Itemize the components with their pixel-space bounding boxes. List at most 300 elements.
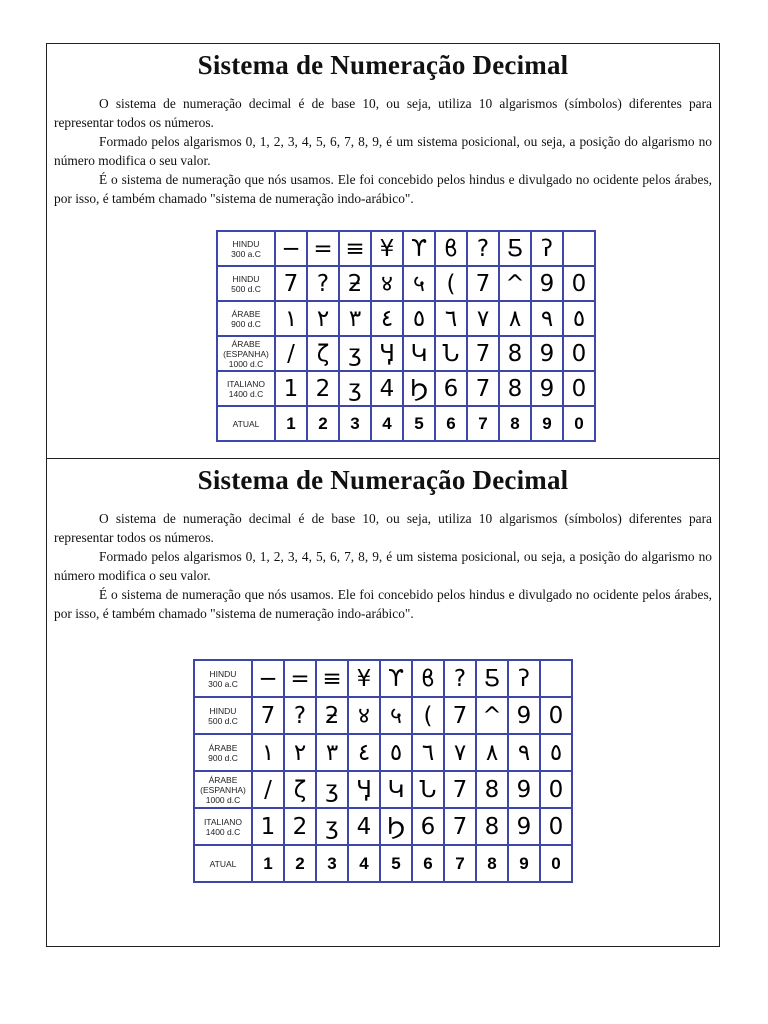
numeral-cell	[435, 231, 467, 266]
table-row	[217, 266, 595, 301]
numeral-cell	[403, 406, 435, 441]
row-label-line: 500 d.C	[231, 283, 261, 294]
numeral-glyph: ʒ	[325, 813, 339, 840]
numeral-history-table	[193, 659, 573, 883]
paragraph-1: O sistema de numeração decimal é de base 10, ou seja, utiliza 10 algarismos (símbolos) diferentes para representar todos os números.	[54, 511, 712, 545]
numeral-cell	[380, 845, 412, 882]
numeral-glyph: ٥	[572, 305, 586, 332]
numeral-cell	[435, 301, 467, 336]
numeral-glyph: 2	[295, 853, 305, 873]
numeral-cell	[284, 845, 316, 882]
numeral-cell	[284, 660, 316, 697]
numeral-glyph: 0	[571, 340, 587, 367]
numeral-glyph: 0	[548, 702, 564, 729]
numeral-cell	[467, 371, 499, 406]
numeral-cell	[348, 697, 380, 734]
numeral-cell	[252, 771, 284, 808]
row-label	[194, 808, 252, 845]
card-top	[46, 43, 720, 459]
numeral-cell	[412, 697, 444, 734]
row-label-line: 300 a.C	[231, 248, 261, 259]
body-text	[47, 94, 719, 208]
numeral-glyph: 5	[391, 853, 401, 873]
numeral-glyph: ^	[505, 270, 525, 297]
numeral-glyph: ϐ	[420, 665, 436, 692]
numeral-cell	[508, 734, 540, 771]
numeral-cell	[403, 266, 435, 301]
numeral-glyph: 3	[350, 413, 360, 433]
numeral-cell	[444, 660, 476, 697]
numeral-cell	[563, 231, 595, 266]
numeral-glyph: 7	[475, 340, 491, 367]
numeral-cell	[444, 771, 476, 808]
numeral-cell	[531, 266, 563, 301]
numeral-glyph: 8	[484, 776, 500, 803]
numeral-cell	[275, 406, 307, 441]
numeral-cell	[348, 808, 380, 845]
numeral-cell	[563, 371, 595, 406]
numeral-glyph: ʔ	[541, 235, 553, 262]
numeral-glyph: 4	[379, 375, 395, 402]
numeral-cell	[508, 845, 540, 882]
numeral-cell	[540, 808, 572, 845]
numeral-cell	[412, 660, 444, 697]
numeral-glyph: 8	[507, 375, 523, 402]
numeral-cell	[316, 808, 348, 845]
numeral-glyph: ʒ	[325, 776, 339, 803]
numeral-cell	[499, 266, 531, 301]
numeral-glyph: 4	[356, 813, 372, 840]
numeral-cell	[316, 845, 348, 882]
numeral-glyph: ٢	[316, 305, 330, 332]
paragraph-2: Formado pelos algarismos 0, 1, 2, 3, 4, 5, 6, 7, 8, 9, é um sistema posicional, ou seja, a posição do algarismo no número modifica o seu valor.	[54, 134, 712, 168]
numeral-cell	[563, 266, 595, 301]
numeral-cell	[371, 336, 403, 371]
numeral-glyph: 5	[414, 413, 424, 433]
row-label-line: ÁRABE	[208, 742, 238, 753]
numeral-glyph: ४	[358, 702, 370, 729]
numeral-cell	[476, 845, 508, 882]
numeral-cell	[380, 660, 412, 697]
numeral-cell	[348, 660, 380, 697]
numeral-glyph: ʒ	[348, 340, 362, 367]
numeral-glyph: 6	[446, 413, 456, 433]
numeral-glyph: ?	[453, 665, 467, 692]
numeral-glyph: ϐ	[443, 235, 459, 262]
numeral-cell	[531, 406, 563, 441]
numeral-glyph: 0	[571, 270, 587, 297]
numeral-glyph: 1	[260, 813, 276, 840]
row-label	[217, 231, 275, 266]
page-title: Sistema de Numeração Decimal	[197, 50, 569, 80]
numeral-glyph: =	[313, 235, 333, 262]
paragraph-3: É o sistema de numeração que nós usamos. Ele foi concebido pelos hindus e divulgado no ocidente pelos árabes, por isso, é também chamado "sistema de numeração indo-arábico".	[54, 587, 712, 621]
numeral-cell	[412, 734, 444, 771]
numeral-cell	[499, 371, 531, 406]
numeral-glyph: ٧	[453, 739, 467, 766]
numeral-cell	[563, 336, 595, 371]
numeral-glyph: 2	[315, 375, 331, 402]
numeral-glyph: Կ	[410, 340, 428, 367]
numeral-cell	[371, 371, 403, 406]
numeral-glyph: ζ	[316, 340, 330, 367]
numeral-glyph: 4	[382, 413, 392, 433]
numeral-cell	[444, 808, 476, 845]
row-label-line: ATUAL	[209, 858, 237, 869]
numeral-glyph: 9	[516, 813, 532, 840]
numeral-cell	[540, 697, 572, 734]
numeral-glyph: 8	[484, 813, 500, 840]
numeral-cell	[508, 808, 540, 845]
numeral-glyph: ٩	[540, 305, 554, 332]
numeral-cell	[307, 371, 339, 406]
numeral-glyph: ʒ	[348, 375, 362, 402]
numeral-cell	[339, 266, 371, 301]
numeral-cell	[275, 231, 307, 266]
numeral-glyph: 7	[478, 413, 488, 433]
numeral-cell	[380, 771, 412, 808]
row-label	[194, 771, 252, 808]
numeral-cell	[499, 336, 531, 371]
numeral-glyph: Ӌ	[379, 340, 395, 367]
row-label-line: ATUAL	[232, 418, 260, 429]
numeral-cell	[252, 845, 284, 882]
numeral-glyph: 0	[551, 853, 561, 873]
numeral-cell	[444, 697, 476, 734]
numeral-cell	[284, 771, 316, 808]
numeral-cell	[403, 301, 435, 336]
numeral-glyph: ٩	[517, 739, 531, 766]
numeral-cell	[380, 808, 412, 845]
numeral-glyph: /	[264, 776, 272, 803]
numeral-glyph: 9	[519, 853, 529, 873]
row-label-line: 1400 d.C	[205, 826, 241, 837]
numeral-cell	[467, 301, 499, 336]
numeral-cell	[435, 266, 467, 301]
numeral-glyph: 7	[260, 702, 276, 729]
numeral-cell	[339, 301, 371, 336]
numeral-cell	[508, 660, 540, 697]
numeral-glyph: ٣	[348, 305, 362, 332]
numeral-glyph: ʔ	[518, 665, 530, 692]
table-row	[194, 734, 572, 771]
numeral-glyph: /	[287, 340, 295, 367]
numeral-glyph: 6	[443, 375, 459, 402]
table-row	[217, 336, 595, 371]
numeral-cell	[275, 266, 307, 301]
numeral-glyph: 9	[539, 340, 555, 367]
numeral-cell	[316, 771, 348, 808]
row-label-line: HINDU	[232, 273, 260, 284]
row-label	[217, 301, 275, 336]
numeral-glyph: 7	[452, 813, 468, 840]
numeral-glyph: ١	[284, 305, 298, 332]
row-label	[217, 406, 275, 441]
numeral-cell	[403, 231, 435, 266]
row-label-line: 900 d.C	[208, 752, 238, 763]
numeral-glyph: 6	[423, 853, 433, 873]
numeral-glyph: 0	[548, 776, 564, 803]
numeral-cell	[403, 371, 435, 406]
numeral-cell	[307, 406, 339, 441]
numeral-glyph: 7	[475, 270, 491, 297]
row-label-line: HINDU	[209, 668, 237, 679]
numeral-glyph: ٥	[389, 739, 403, 766]
numeral-glyph: 6	[420, 813, 436, 840]
numeral-glyph: −	[281, 235, 301, 262]
row-label-line: ÁRABE	[231, 308, 261, 319]
numeral-cell	[476, 697, 508, 734]
numeral-glyph: ५	[413, 270, 425, 297]
numeral-glyph: −	[258, 665, 278, 692]
table-row	[194, 808, 572, 845]
numeral-cell	[540, 734, 572, 771]
numeral-cell	[380, 697, 412, 734]
row-label-line: 1000 d.C	[228, 358, 264, 369]
numeral-cell	[252, 697, 284, 734]
numeral-glyph: ٥	[549, 739, 563, 766]
numeral-cell	[476, 734, 508, 771]
numeral-glyph: ५	[390, 702, 402, 729]
table-row	[194, 845, 572, 882]
page-title: Sistema de Numeração Decimal	[197, 465, 569, 495]
numeral-cell	[316, 697, 348, 734]
numeral-cell	[371, 266, 403, 301]
numeral-cell	[371, 406, 403, 441]
row-label-line: 500 d.C	[208, 715, 238, 726]
numeral-cell	[275, 301, 307, 336]
row-label-line: HINDU	[232, 238, 260, 249]
row-label	[194, 660, 252, 697]
numeral-glyph: ¥	[379, 235, 395, 262]
row-label-line: HINDU	[209, 705, 237, 716]
numeral-glyph: Ϧ	[409, 375, 429, 402]
numeral-cell	[508, 697, 540, 734]
numeral-cell	[284, 734, 316, 771]
numeral-cell	[499, 301, 531, 336]
numeral-cell	[252, 660, 284, 697]
numeral-cell	[499, 231, 531, 266]
numeral-glyph: ?	[316, 270, 330, 297]
numeral-cell	[275, 336, 307, 371]
numeral-cell	[476, 660, 508, 697]
row-label-line: 300 a.C	[208, 678, 238, 689]
numeral-glyph: ƻ	[347, 270, 363, 297]
numeral-glyph: ٧	[476, 305, 490, 332]
numeral-cell	[348, 845, 380, 882]
row-label-line: 1400 d.C	[228, 388, 264, 399]
numeral-cell	[412, 771, 444, 808]
numeral-cell	[499, 406, 531, 441]
numeral-glyph: 9	[539, 270, 555, 297]
numeral-cell	[371, 301, 403, 336]
numeral-cell	[307, 336, 339, 371]
numeral-cell	[435, 406, 467, 441]
numeral-glyph: ζ	[293, 776, 307, 803]
numeral-glyph: 2	[292, 813, 308, 840]
numeral-glyph: 4	[359, 853, 369, 873]
row-label-line: (ESPANHA)	[200, 784, 246, 795]
numeral-cell	[252, 734, 284, 771]
numeral-glyph: 8	[507, 340, 523, 367]
numeral-cell	[348, 734, 380, 771]
numeral-cell	[316, 660, 348, 697]
numeral-glyph: 9	[516, 776, 532, 803]
row-label-line: ITALIANO	[226, 378, 266, 389]
numeral-glyph: ¥	[356, 665, 372, 692]
numeral-glyph: ٦	[444, 305, 458, 332]
body-text	[47, 509, 719, 623]
row-label	[217, 336, 275, 371]
paragraph-2: Formado pelos algarismos 0, 1, 2, 3, 4, 5, 6, 7, 8, 9, é um sistema posicional, ou seja, a posição do algarismo no número modifica o seu valor.	[54, 549, 712, 583]
numeral-glyph: (	[423, 702, 433, 729]
numeral-glyph: Ϧ	[386, 813, 406, 840]
numeral-cell	[403, 336, 435, 371]
numeral-table-body	[217, 231, 595, 441]
numeral-cell	[467, 406, 499, 441]
numeral-glyph: 9	[539, 375, 555, 402]
numeral-cell	[467, 231, 499, 266]
numeral-cell	[252, 808, 284, 845]
row-label-line: ÁRABE	[231, 338, 261, 349]
table-row	[194, 771, 572, 808]
numeral-cell	[531, 336, 563, 371]
numeral-glyph: 1	[283, 375, 299, 402]
paragraph-1: O sistema de numeração decimal é de base 10, ou seja, utiliza 10 algarismos (símbolos) diferentes para representar todos os números.	[54, 96, 712, 130]
row-label-line: ÁRABE	[208, 774, 238, 785]
numeral-glyph: ٢	[293, 739, 307, 766]
numeral-cell	[540, 845, 572, 882]
numeral-cell	[435, 336, 467, 371]
numeral-glyph: ४	[381, 270, 393, 297]
numeral-glyph: 9	[542, 413, 552, 433]
table-row	[194, 697, 572, 734]
numeral-cell	[339, 371, 371, 406]
numeral-glyph: 1	[263, 853, 273, 873]
numeral-cell	[412, 845, 444, 882]
numeral-cell	[476, 771, 508, 808]
numeral-cell	[531, 231, 563, 266]
numeral-glyph: Ƽ	[507, 235, 523, 262]
numeral-cell	[371, 231, 403, 266]
numeral-cell	[307, 231, 339, 266]
numeral-glyph: ١	[261, 739, 275, 766]
numeral-glyph: ^	[482, 702, 502, 729]
row-label-line: ITALIANO	[203, 816, 243, 827]
numeral-glyph: ?	[476, 235, 490, 262]
numeral-cell	[467, 266, 499, 301]
numeral-glyph: ٦	[421, 739, 435, 766]
numeral-cell	[275, 371, 307, 406]
numeral-glyph: 7	[283, 270, 299, 297]
numeral-cell	[563, 301, 595, 336]
numeral-cell	[540, 660, 572, 697]
table-row	[194, 660, 572, 697]
numeral-glyph: Ƽ	[484, 665, 500, 692]
numeral-glyph: 2	[318, 413, 328, 433]
numeral-cell	[339, 336, 371, 371]
numeral-glyph: 0	[574, 413, 584, 433]
numeral-cell	[307, 301, 339, 336]
numeral-cell	[412, 808, 444, 845]
numeral-glyph: 7	[452, 702, 468, 729]
numeral-table-wrap	[193, 659, 573, 883]
numeral-cell	[444, 845, 476, 882]
numeral-glyph: 7	[452, 776, 468, 803]
row-label-line: 1000 d.C	[205, 794, 241, 805]
card-bottom	[46, 458, 720, 947]
numeral-glyph: 9	[516, 702, 532, 729]
numeral-glyph: 8	[487, 853, 497, 873]
numeral-glyph: 8	[510, 413, 520, 433]
row-label-line: (ESPANHA)	[223, 348, 269, 359]
numeral-glyph: Ӌ	[356, 776, 372, 803]
numeral-cell	[348, 771, 380, 808]
numeral-glyph: ϒ	[410, 235, 428, 262]
row-label	[194, 734, 252, 771]
numeral-glyph: ٤	[380, 305, 394, 332]
numeral-history-table	[216, 230, 596, 442]
row-label	[194, 845, 252, 882]
numeral-glyph: Կ	[387, 776, 405, 803]
numeral-glyph: 0	[548, 813, 564, 840]
numeral-glyph: ٨	[485, 739, 499, 766]
numeral-table-body	[194, 660, 572, 882]
numeral-cell	[531, 301, 563, 336]
numeral-cell	[531, 371, 563, 406]
numeral-glyph: ٥	[412, 305, 426, 332]
numeral-glyph: ٤	[357, 739, 371, 766]
numeral-glyph: 0	[571, 375, 587, 402]
numeral-table-wrap	[216, 230, 596, 442]
numeral-cell	[380, 734, 412, 771]
numeral-glyph: ≡	[345, 235, 365, 262]
numeral-glyph: Ն	[419, 776, 437, 803]
table-row	[217, 406, 595, 441]
table-row	[217, 231, 595, 266]
numeral-glyph: ٣	[325, 739, 339, 766]
numeral-cell	[476, 808, 508, 845]
row-label	[217, 371, 275, 406]
numeral-glyph: 1	[286, 413, 296, 433]
numeral-glyph: ≡	[322, 665, 342, 692]
numeral-cell	[307, 266, 339, 301]
numeral-glyph: (	[446, 270, 456, 297]
numeral-cell	[316, 734, 348, 771]
row-label	[194, 697, 252, 734]
numeral-cell	[540, 771, 572, 808]
numeral-cell	[435, 371, 467, 406]
numeral-glyph: ٨	[508, 305, 522, 332]
numeral-cell	[284, 697, 316, 734]
numeral-cell	[508, 771, 540, 808]
numeral-glyph: 3	[327, 853, 337, 873]
paragraph-3: É o sistema de numeração que nós usamos. Ele foi concebido pelos hindus e divulgado no ocidente pelos árabes, por isso, é também chamado "sistema de numeração indo-arábico".	[54, 172, 712, 206]
row-label	[217, 266, 275, 301]
numeral-glyph: 7	[475, 375, 491, 402]
numeral-cell	[339, 231, 371, 266]
row-label-line: 900 d.C	[231, 318, 261, 329]
numeral-cell	[444, 734, 476, 771]
table-row	[217, 301, 595, 336]
table-row	[217, 371, 595, 406]
numeral-cell	[467, 336, 499, 371]
numeral-glyph: ϒ	[387, 665, 405, 692]
numeral-glyph: =	[290, 665, 310, 692]
numeral-glyph: Ն	[442, 340, 460, 367]
numeral-cell	[339, 406, 371, 441]
numeral-glyph: ?	[293, 702, 307, 729]
